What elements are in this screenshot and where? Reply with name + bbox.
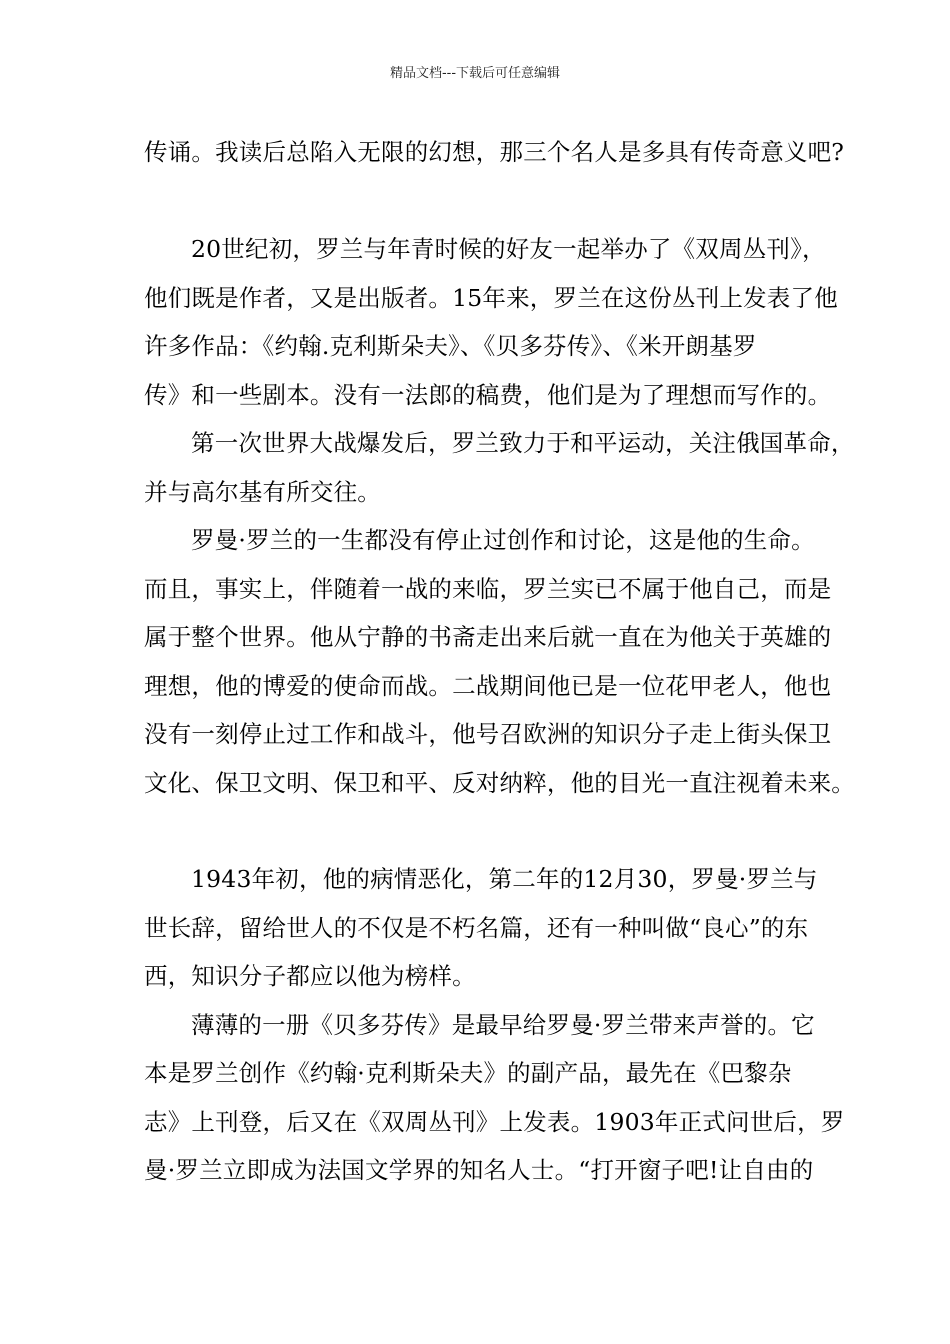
text-line: 本是罗兰创作《约翰·克利斯朵夫》的副产品，最先在《巴黎杂 xyxy=(144,1059,792,1087)
text-line: 罗曼·罗兰的一生都没有停止过创作和讨论，这是他的生命。 xyxy=(191,526,815,554)
text-line: 并与高尔基有所交往。 xyxy=(144,477,381,506)
paragraph-gap xyxy=(144,807,816,855)
text-line: 第一次世界大战爆发后，罗兰致力于和平运动，关注俄国革命， xyxy=(191,429,855,457)
text-line: 薄薄的一册《贝多芬传》是最早给罗曼·罗兰带来声誉的。它 xyxy=(191,1010,815,1039)
text-line: 传诵。我读后总陷入无限的幻想，那三个名人是多具有传奇意义吧? xyxy=(144,138,845,166)
paragraph-5 xyxy=(144,855,816,1001)
paragraph-3 xyxy=(144,419,855,516)
text-line: 许多作品：《约翰.克利斯朵夫》、《贝多芬传》、《米开朗基罗 xyxy=(144,332,757,360)
paragraph-4 xyxy=(144,516,855,807)
text-line: 没有一刻停止过工作和战斗，他号召欧洲的知识分子走上街头保卫 xyxy=(144,720,832,748)
page-header: 精品文档---下载后可任意编辑 xyxy=(389,66,561,81)
text-line: 他们既是作者，又是出版者。15年来，罗兰在这份丛刊上发表了他 xyxy=(144,283,838,312)
text-line: 世长辞，留给世人的不仅是不朽名篇，还有一种叫做“良心”的东 xyxy=(144,913,809,942)
text-line: 1943年初，他的病情恶化，第二年的12月30，罗曼·罗兰与 xyxy=(191,865,818,893)
text-line: 传》和一些剧本。没有一法郎的稿费，他们是为了理想而写作的。 xyxy=(144,380,832,409)
text-line: 志》上刊登，后又在《双周丛刊》上发表。1903年正式问世后，罗 xyxy=(144,1107,845,1136)
text-line: 西，知识分子都应以他为榜样。 xyxy=(144,962,476,990)
text-line: 文化、保卫文明、保卫和平、反对纳粹，他的目光一直注视着未来。 xyxy=(144,768,855,797)
paragraph-gap xyxy=(144,177,816,226)
paragraph-6 xyxy=(144,1001,845,1195)
text-line: 20世纪初，罗兰与年青时候的好友一起举办了《双周丛刊》， xyxy=(191,235,826,263)
paragraph-1 xyxy=(144,128,845,177)
document-body xyxy=(144,128,855,1195)
text-line: 属于整个世界。他从宁静的书斋走出来后就一直在为他关于英雄的 xyxy=(144,623,832,651)
paragraph-2 xyxy=(144,225,838,419)
text-line: 理想，他的博爱的使命而战。二战期间他已是一位花甲老人，他也 xyxy=(144,671,832,700)
text-line: 而且，事实上，伴随着一战的来临，罗兰实已不属于他自己，而是 xyxy=(144,574,832,603)
text-line: 曼·罗兰立即成为法国文学界的知名人士。“打开窗子吧!让自由的 xyxy=(144,1156,814,1184)
